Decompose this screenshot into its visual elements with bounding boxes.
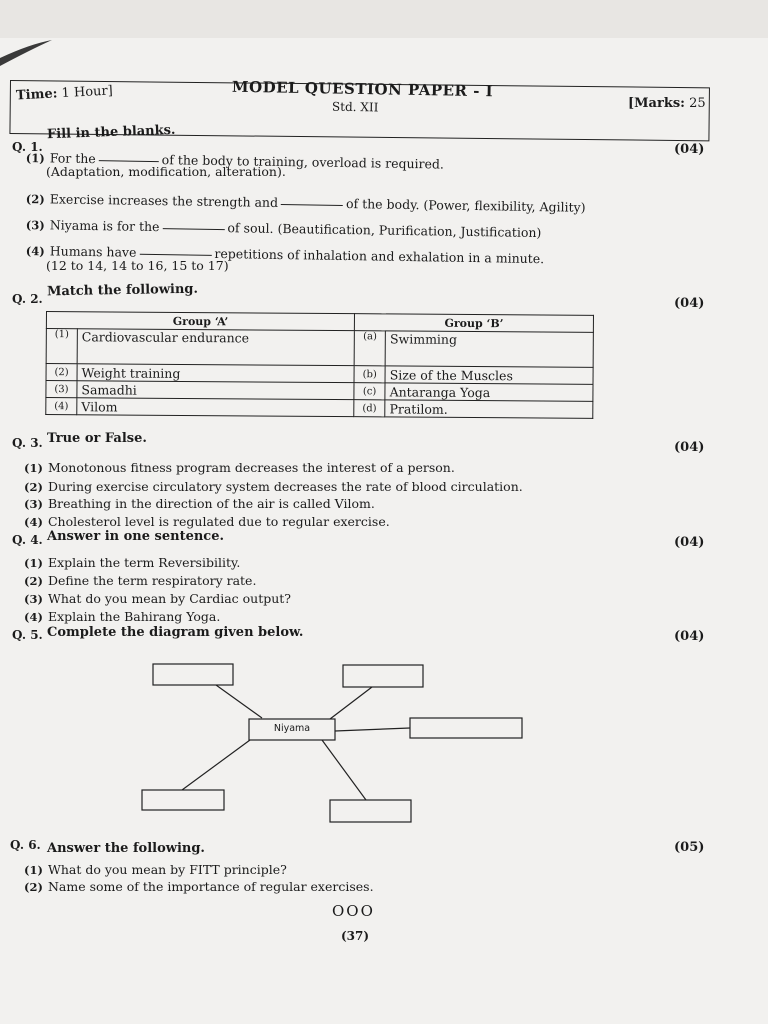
answer-blank: [281, 204, 343, 206]
item-text-pre: Niyama is for the: [49, 217, 160, 235]
item-text: Explain the Bahirang Yoga.: [47, 609, 221, 624]
item-number: (2): [24, 480, 43, 494]
q6-number: Q. 6.: [10, 838, 41, 852]
answer-blank: [99, 160, 159, 162]
group-a-number: (2): [46, 364, 77, 381]
item-text: Cholesterol level is regulated due to regular exercise.: [47, 514, 390, 529]
paper-title: MODEL QUESTION PAPER - I: [231, 77, 494, 101]
group-b-letter: (a): [354, 331, 385, 366]
q1-marks: (04): [674, 142, 705, 157]
q4-item: [24, 570, 256, 589]
item-text: Define the term respiratory rate.: [47, 573, 257, 588]
item-number: (3): [24, 592, 43, 606]
marks-value: 25: [684, 96, 706, 111]
item-text: What do you mean by FITT principle?: [47, 862, 287, 877]
item-number: (2): [25, 191, 45, 207]
q4-heading: Answer in one sentence.: [47, 529, 225, 544]
item-number: (2): [24, 574, 43, 588]
q3-heading: True or False.: [47, 431, 147, 446]
item-text-pre: Humans have: [49, 243, 137, 260]
item-text-post: of the body to training, overload is required.: [161, 152, 445, 172]
group-b-cell: Swimming: [385, 331, 593, 367]
page-number: (37): [341, 929, 370, 943]
q4-marks: (04): [674, 535, 705, 550]
q6-marks: (05): [674, 840, 705, 855]
group-b-letter: (d): [354, 400, 385, 417]
q1-number: Q. 1.: [12, 140, 43, 154]
item-number: (2): [24, 880, 43, 894]
group-a-number: (4): [46, 398, 77, 415]
item-text-post: of soul. (Beautification, Purification, Justification): [227, 220, 542, 241]
group-a-number: (1): [46, 329, 77, 364]
center-node-label: Niyama: [273, 723, 311, 734]
page-curl: [0, 30, 60, 70]
item-text: Explain the term Reversibility.: [47, 555, 241, 570]
q4-number: Q. 4.: [12, 533, 43, 547]
item-number: (4): [24, 515, 43, 529]
table-row: [46, 329, 593, 368]
item-text: Monotonous fitness program decreases the interest of a person.: [47, 460, 455, 475]
table-row: [46, 398, 593, 419]
q2-number: Q. 2.: [12, 292, 43, 306]
match-table: [45, 311, 594, 419]
item-number: (3): [25, 217, 45, 233]
q3-number: Q. 3.: [12, 436, 43, 450]
marks-label: [Marks:: [628, 96, 685, 111]
q2-heading: Match the following.: [46, 281, 199, 300]
q6-heading: Answer the following.: [47, 841, 205, 856]
q1-heading: Fill in the blanks.: [46, 122, 176, 143]
q4-item: [24, 552, 240, 571]
time-label: Time:: [15, 86, 58, 104]
group-b-cell: Pratilom.: [385, 400, 593, 418]
answer-blank: [139, 254, 211, 256]
answer-blank: [162, 228, 224, 230]
group-b-cell: Size of the Muscles: [385, 366, 593, 384]
q5-number: Q. 5.: [12, 628, 43, 642]
item-number: (1): [24, 556, 43, 570]
q6-item: [24, 876, 374, 895]
group-a-number: (3): [46, 381, 77, 398]
end-marker: OOO: [332, 902, 375, 920]
item-number: (3): [24, 497, 43, 511]
group-b-letter: (b): [354, 366, 385, 383]
item-text: During exercise circulatory system decreases the rate of blood circulation.: [47, 479, 523, 494]
item-text-pre: Exercise increases the strength and: [49, 191, 279, 210]
q4-item: [24, 588, 291, 607]
q2-marks: (04): [674, 296, 705, 311]
total-marks: [628, 96, 706, 111]
time-value: 1 Hour]: [57, 83, 114, 102]
q1-item-options: (12 to 14, 14 to 16, 15 to 17): [46, 258, 229, 273]
group-a-header: Group ‘A’: [46, 312, 354, 331]
item-number: (1): [25, 150, 45, 166]
group-a-cell: Vilom: [77, 398, 354, 417]
item-text: Name some of the importance of regular exercises.: [47, 879, 374, 894]
group-a-cell: Cardiovascular endurance: [77, 329, 354, 366]
group-a-cell: Samadhi: [77, 381, 354, 400]
item-number: (4): [25, 243, 45, 259]
item-number: (1): [24, 461, 43, 475]
item-text-post: repetitions of inhalation and exhalation in a minute.: [214, 245, 545, 267]
q3-marks: (04): [674, 440, 705, 455]
item-text-post: of the body. (Power, flexibility, Agility): [345, 196, 586, 215]
q3-item: [24, 457, 455, 476]
q3-item: [24, 493, 375, 512]
q5-marks: (04): [674, 629, 705, 644]
item-number: (4): [24, 610, 43, 624]
group-b-cell: Antaranga Yoga: [385, 383, 593, 401]
q5-heading: Complete the diagram given below.: [47, 625, 304, 640]
group-b-header: Group ‘B’: [355, 314, 594, 333]
item-number: (1): [24, 863, 43, 877]
q3-item: [24, 511, 390, 530]
item-text: What do you mean by Cardiac output?: [47, 591, 292, 606]
q1-item-options: (Adaptation, modification, alteration).: [46, 164, 286, 179]
q4-item: [24, 606, 220, 625]
group-b-letter: (c): [354, 383, 385, 400]
standard-label: Std. XII: [331, 99, 379, 115]
item-text: Breathing in the direction of the air is called Vilom.: [47, 496, 375, 511]
group-a-cell: Weight training: [77, 364, 354, 383]
item-text-pre: For the: [49, 150, 96, 167]
